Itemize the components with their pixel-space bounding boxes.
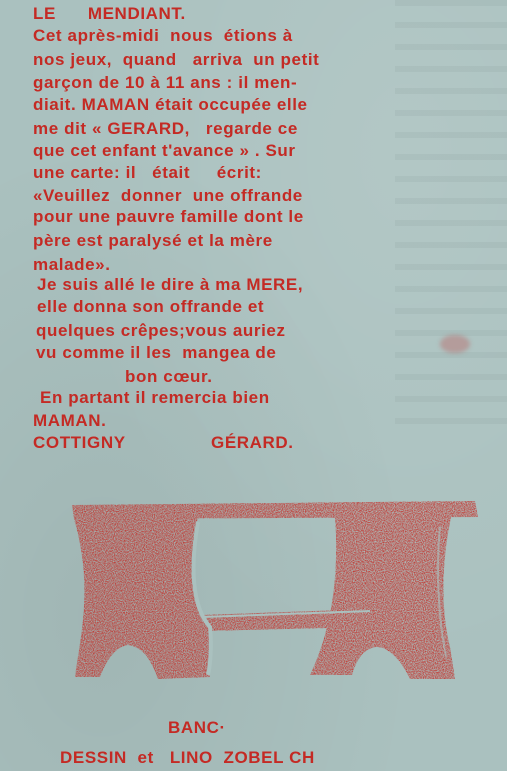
poem-line: pour une pauvre famille dont le (33, 207, 304, 226)
show-through-print (395, 0, 507, 430)
poem-line: vu comme il les mangea de (36, 343, 277, 362)
poem-line: père est paralysé et la mère (33, 231, 273, 250)
poem-line: une carte: il était écrit: (33, 163, 262, 182)
illustration-credit: DESSIN et LINO ZOBEL CH (60, 748, 315, 767)
bench-linocut-illustration (70, 497, 480, 692)
poem-line: En partant il remercia bien (40, 388, 270, 407)
poem-line: Cet après-midi nous étions à (33, 26, 293, 45)
poem-line: MAMAN. (33, 411, 107, 430)
poem-line: elle donna son offrande et (37, 297, 265, 316)
poem-line: «Veuillez donner une offrande (33, 186, 303, 205)
author-surname: COTTIGNY (33, 433, 126, 452)
author-firstname: GÉRARD. (211, 433, 294, 452)
poem-line: Je suis allé le dire à ma MERE, (37, 275, 304, 294)
poem-line: bon cœur. (125, 367, 213, 386)
poem-line: me dit « GERARD, regarde ce (33, 119, 298, 138)
poem-line: quelques crêpes;vous auriez (36, 321, 286, 340)
poem-title: LE MENDIANT. (33, 4, 186, 23)
bench-left-leg (74, 517, 211, 679)
bench-right-leg (310, 513, 455, 679)
illustration-caption: BANC· (168, 718, 226, 737)
poem-line: diait. MAMAN était occupée elle (33, 95, 308, 114)
ink-smudge (440, 335, 470, 353)
poem-line: que cet enfant t'avance » . Sur (33, 141, 296, 160)
poem-line: malade». (33, 255, 111, 274)
poem-line: garçon de 10 à 11 ans : il men- (33, 73, 298, 92)
poem-line: nos jeux, quand arriva un petit (33, 50, 320, 69)
